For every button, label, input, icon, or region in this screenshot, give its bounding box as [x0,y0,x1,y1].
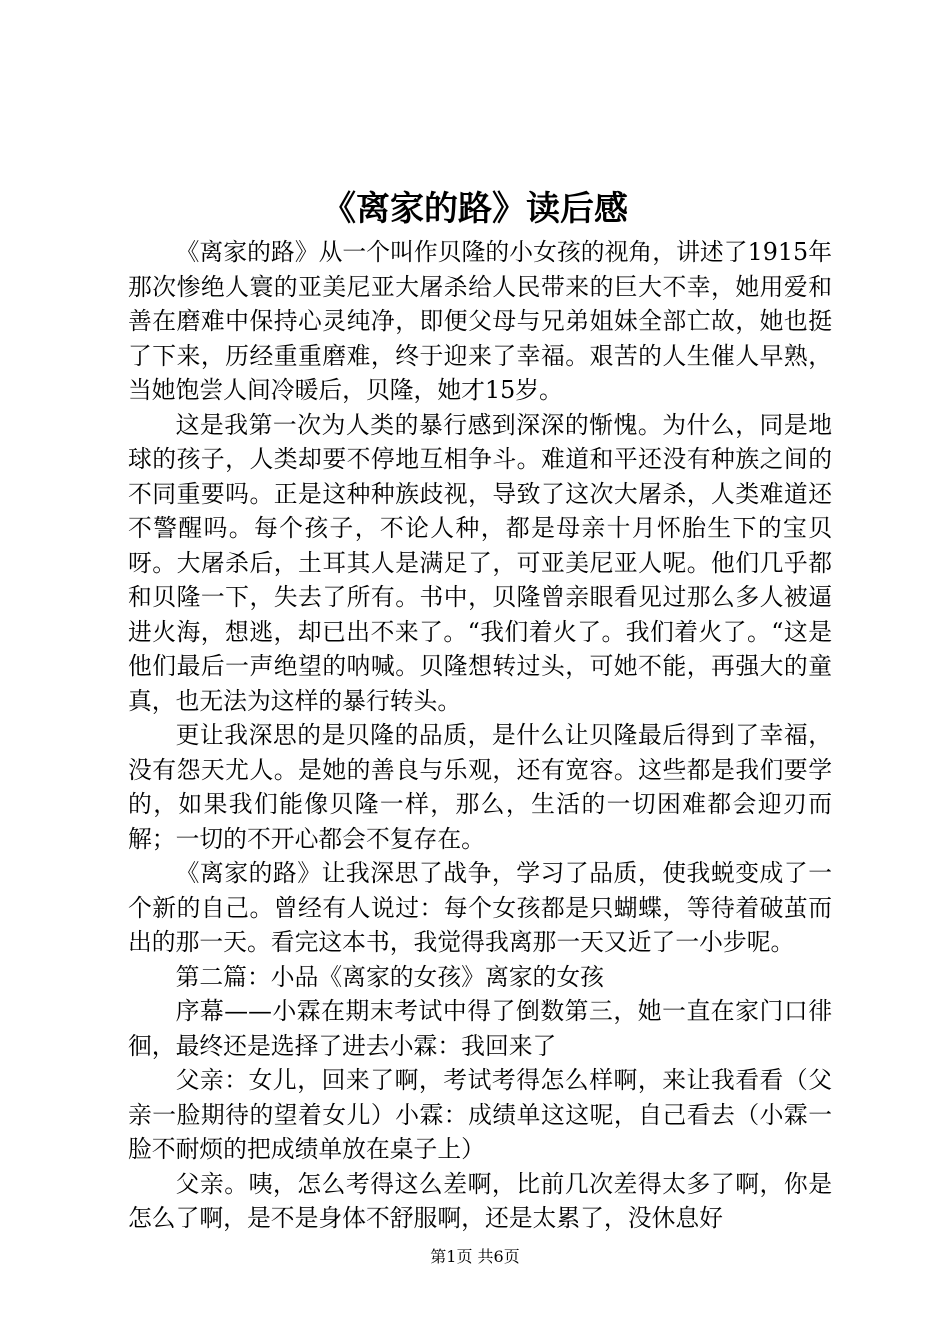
paragraph-8: 父亲。咦，怎么考得这么差啊，比前几次差得太多了啊，你是怎么了啊，是不是身体不舒服啊，还是太累了，没休息好 [128,1169,832,1232]
paragraph-5: 第二篇：小品《离家的女孩》离家的女孩 [175,962,604,991]
paragraph-1: 《离家的路》从一个叫作贝隆的小女孩的视角，讲述了1915年那次惨绝人寰的亚美尼亚大屠杀给人民带来的巨大不幸，她用爱和善在磨难中保持心灵纯净，即便父母与兄弟姐妹全部亡故，她也挺了下来，历经重重磨难，终于迎来了幸福。艰苦的人生催人早熟，当她饱尝人间冷暖后，贝隆，她才15岁。 [128,238,832,404]
document-title: 《离家的路》读后感 [322,189,628,229]
page-number-footer: 第1页 共6页 [430,1247,520,1266]
paragraph-3: 更让我深思的是贝隆的品质，是什么让贝隆最后得到了幸福，没有怨天尤人。是她的善良与乐观，还有宽容。这些都是我们要学的，如果我们能像贝隆一样，那么，生活的一切困难都会迎刃而解；一切的不开心都会不复存在。 [128,721,832,853]
paragraph-4: 《离家的路》让我深思了战争，学习了品质，使我蜕变成了一个新的自己。曾经有人说过：每个女孩都是只蝴蝶，等待着破茧而出的那一天。看完这本书，我觉得我离那一天又近了一小步呢。 [128,859,832,956]
paragraph-2: 这是我第一次为人类的暴行感到深深的惭愧。为什么，同是地球的孩子，人类却要不停地互相争斗。难道和平还没有种族之间的不同重要吗。正是这种种族歧视，导致了这次大屠杀，人类难道还不警醒吗。每个孩子，不论人种，都是母亲十月怀胎生下的宝贝呀。大屠杀后，土耳其人是满足了，可亚美尼亚人呢。他们几乎都和贝隆一下，失去了所有。书中，贝隆曾亲眼看见过那么多人被逼进火海，想逃，却已出不来了。“我们着火了。我们着火了。“这是他们最后一声绝望的呐喊。贝隆想转过头，可她不能，再强大的童真，也无法为这样的暴行转头。 [128,410,832,715]
document-body [128,235,832,1236]
paragraph-7: 父亲：女儿，回来了啊，考试考得怎么样啊，来让我看看（父亲一脸期待的望着女儿）小霖：成绩单这这呢，自己看去（小霖一脸不耐烦的把成绩单放在桌子上） [128,1066,832,1163]
paragraph-6: 序幕——小霖在期末考试中得了倒数第三，她一直在家门口徘徊，最终还是选择了进去小霖：我回来了 [128,997,832,1060]
